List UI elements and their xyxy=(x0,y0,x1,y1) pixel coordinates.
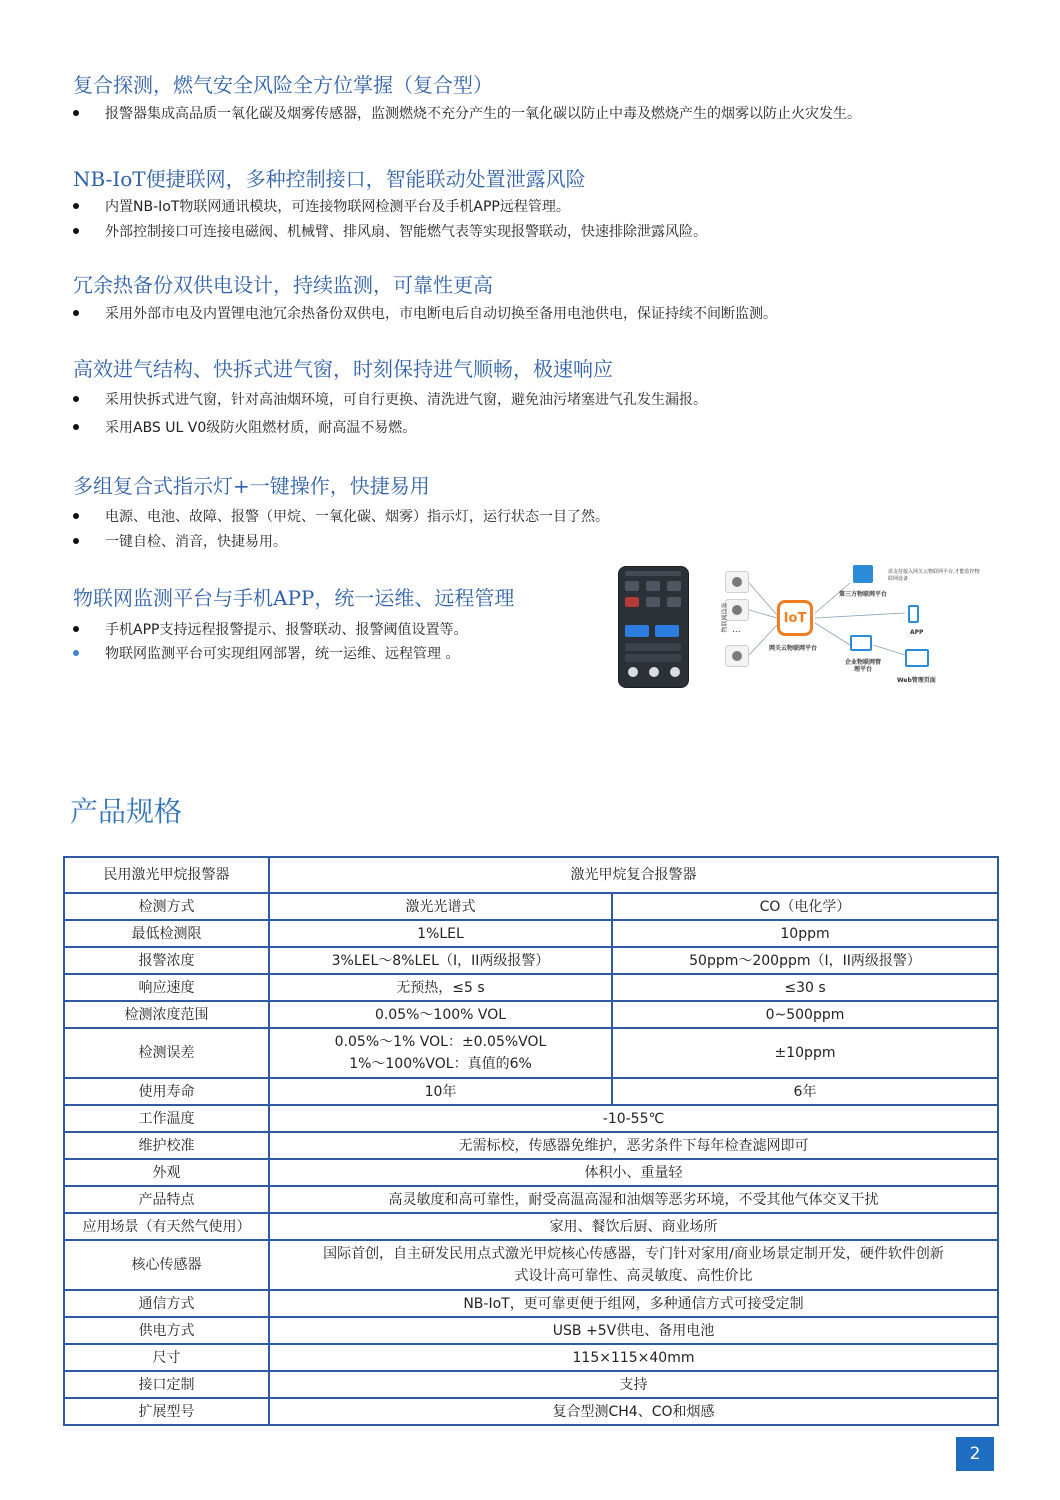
table-cell-value: 无预热，≤5 s xyxy=(269,974,612,1001)
phone-tile xyxy=(667,581,681,591)
table-row xyxy=(64,1105,998,1132)
table-cell-value: NB-IoT，更可靠更便于组网，多种通信方式可接受定制 xyxy=(269,1290,998,1317)
bullet-dot xyxy=(73,110,79,116)
table-cell-value: 6年 xyxy=(612,1078,998,1105)
section-title: 高效进气结构、快拆式进气窗，时刻保持进气顺畅，极速响应 xyxy=(73,357,613,381)
table-cell-label: 产品特点 xyxy=(64,1186,269,1213)
table-cell-label: 应用场景（有天然气使用） xyxy=(64,1213,269,1240)
table-cell-label: 供电方式 xyxy=(64,1317,269,1344)
third-party-label: 第三方物联网平台 xyxy=(839,591,888,598)
bullet-item: 采用ABS UL V0级防火阻燃材质，耐高温不易燃。 xyxy=(73,417,416,437)
table-row xyxy=(64,1371,998,1398)
table-row xyxy=(64,974,998,1001)
bullet-item: 物联网监测平台可实现组网部署，统一运维、远程管理 。 xyxy=(73,643,459,663)
section-title: NB-IoT便捷联网，多种控制接口，智能联动处置泄露风险 xyxy=(73,167,586,191)
table-row xyxy=(64,1240,998,1290)
mobile-icon xyxy=(908,605,919,623)
section-title: 复合探测，燃气安全风险全方位掌握（复合型） xyxy=(73,73,493,97)
table-row xyxy=(64,1398,998,1425)
page-number-badge: 2 xyxy=(956,1437,994,1471)
ellipsis: ... xyxy=(732,625,741,635)
phone-control-icon xyxy=(649,667,659,677)
table-cell-label: 扩展型号 xyxy=(64,1398,269,1425)
bullet-dot xyxy=(73,310,79,316)
bullet-item: 外部控制接口可连接电磁阀、机械臂、排风扇、智能燃气表等实现报警联动，快速排除泄露风险。 xyxy=(73,221,707,241)
table-row xyxy=(64,1344,998,1371)
bullet-item: 电源、电池、故障、报警（甲烷、一氧化碳、烟雾）指示灯，运行状态一目了然。 xyxy=(73,506,609,526)
gas-detector-device xyxy=(725,599,749,621)
table-cell-value: 国际首创，自主研发民用点式激光甲烷核心传感器，专门针对家用/商业场景定制开发，硬件软件创新 式设计高可靠性、高灵敏度、高性价比 xyxy=(269,1240,998,1290)
phone-tile xyxy=(625,581,639,591)
spec-title: 产品规格 xyxy=(70,795,183,828)
table-cell-value: ≤30 s xyxy=(612,974,998,1001)
server-icon xyxy=(853,565,873,583)
table-cell-value: CO（电化学） xyxy=(612,893,998,920)
table-cell-value: 3%LEL～8%LEL（I，II两级报警） xyxy=(269,947,612,974)
table-cell-value: 50ppm～200ppm（I，II两级报警） xyxy=(612,947,998,974)
phone-tile xyxy=(646,581,660,591)
table-row xyxy=(64,1028,998,1078)
enterprise-label: 企业物联网管理平台 xyxy=(844,659,881,673)
phone-control-icon xyxy=(670,667,680,677)
bullet-dot xyxy=(73,424,79,430)
table-cell-value: 激光甲烷复合报警器 xyxy=(269,857,998,893)
phone-tile xyxy=(667,597,681,607)
bullet-item: 报警器集成高品质一氧化碳及烟雾传感器，监测燃烧不充分产生的一氧化碳以防止中毒及燃烧产生的烟雾以防止火灾发生。 xyxy=(73,103,861,123)
table-cell-value: 0.05%～1% VOL：±0.05%VOL 1%～100%VOL：真值的6% xyxy=(269,1028,612,1078)
phone-app-screenshot xyxy=(618,566,689,688)
table-cell-label: 外观 xyxy=(64,1159,269,1186)
table-cell-label: 响应速度 xyxy=(64,974,269,1001)
table-cell-value: 10ppm xyxy=(612,920,998,947)
table-cell-value: 家用、餐饮后厨、商业场所 xyxy=(269,1213,998,1240)
table-cell-label: 民用激光甲烷报警器 xyxy=(64,857,269,893)
bullet-item: 采用外部市电及内置锂电池冗余热备份双供电，市电断电后自动切换至备用电池供电，保证持续不间断监测。 xyxy=(73,303,777,323)
bullet-dot xyxy=(73,538,79,544)
table-row xyxy=(64,1186,998,1213)
phone-control-icon xyxy=(628,667,638,677)
table-row xyxy=(64,920,998,947)
table-row xyxy=(64,1132,998,1159)
bullet-item: 内置NB-IoT物联网通讯模块，可连接物联网检测平台及手机APP远程管理。 xyxy=(73,196,570,216)
bullet-dot xyxy=(73,650,79,656)
table-cell-label: 通信方式 xyxy=(64,1290,269,1317)
table-cell-label: 最低检测限 xyxy=(64,920,269,947)
phone-tile-alert xyxy=(625,597,639,607)
table-header-row xyxy=(64,857,998,893)
table-row xyxy=(64,1290,998,1317)
table-cell-value: USB +5V供电、备用电池 xyxy=(269,1317,998,1344)
table-row xyxy=(64,1078,998,1105)
iot-logo-icon: IoT xyxy=(777,600,813,636)
bullet-item: 手机APP支持远程报警提示、报警联动、报警阈值设置等。 xyxy=(73,619,467,639)
table-cell-label: 核心传感器 xyxy=(64,1240,269,1290)
phone-bar xyxy=(625,643,681,651)
bullet-dot xyxy=(73,203,79,209)
gas-detector-device xyxy=(725,571,749,593)
table-cell-value: -10-55℃ xyxy=(269,1105,998,1132)
table-row xyxy=(64,1001,998,1028)
table-cell-value: 1%LEL xyxy=(269,920,612,947)
phone-tile xyxy=(646,597,660,607)
table-cell-value: 高灵敏度和高可靠性，耐受高温高湿和油烟等恶劣环境，不受其他气体交叉干扰 xyxy=(269,1186,998,1213)
web-label: Web管理页面 xyxy=(897,677,936,684)
phone-button xyxy=(655,625,679,637)
device-label: 物联网设备 xyxy=(721,602,729,633)
bullet-dot xyxy=(73,626,79,632)
table-cell-label: 检测误差 xyxy=(64,1028,269,1078)
table-row xyxy=(64,1159,998,1186)
table-cell-label: 接口定制 xyxy=(64,1371,269,1398)
table-row xyxy=(64,893,998,920)
monitor-icon xyxy=(905,649,929,667)
table-cell-value: 无需标校，传感器免维护，恶劣条件下每年检查滤网即可 xyxy=(269,1132,998,1159)
table-cell-value: 0~500ppm xyxy=(612,1001,998,1028)
bullet-dot xyxy=(73,228,79,234)
third-party-note: 需支持接入网关云物联网平台,才能监控物联网设备 xyxy=(888,569,980,582)
section-title: 多组复合式指示灯+一键操作，快捷易用 xyxy=(73,474,430,498)
section-title: 冗余热备份双供电设计，持续监测，可靠性更高 xyxy=(73,273,493,297)
table-cell-label: 维护校准 xyxy=(64,1132,269,1159)
bullet-dot xyxy=(73,513,79,519)
gas-detector-device xyxy=(725,645,749,667)
table-cell-label: 检测方式 xyxy=(64,893,269,920)
table-cell-value: 支持 xyxy=(269,1371,998,1398)
iot-network-diagram xyxy=(715,563,985,688)
bullet-item: 采用快拆式进气窗，针对高油烟环境，可自行更换、清洗进气窗，避免油污堵塞进气孔发生漏报。 xyxy=(73,389,707,409)
app-label: APP xyxy=(910,629,924,636)
phone-button xyxy=(625,625,649,637)
table-cell-label: 尺寸 xyxy=(64,1344,269,1371)
bullet-item: 一键自检、消音，快捷易用。 xyxy=(73,531,287,551)
table-cell-value: 体积小、重量轻 xyxy=(269,1159,998,1186)
section-title: 物联网监测平台与手机APP，统一运维、远程管理 xyxy=(73,586,515,610)
table-row xyxy=(64,1317,998,1344)
table-row xyxy=(64,1213,998,1240)
table-cell-label: 报警浓度 xyxy=(64,947,269,974)
bullet-dot xyxy=(73,396,79,402)
table-cell-value: 10年 xyxy=(269,1078,612,1105)
table-cell-value: ±10ppm xyxy=(612,1028,998,1078)
phone-status-bar xyxy=(625,571,681,576)
enterprise-platform-icon xyxy=(850,635,872,651)
table-cell-value: 复合型测CH4、CO和烟感 xyxy=(269,1398,998,1425)
table-cell-label: 使用寿命 xyxy=(64,1078,269,1105)
spec-table xyxy=(63,856,999,1426)
table-row xyxy=(64,947,998,974)
table-cell-label: 检测浓度范围 xyxy=(64,1001,269,1028)
table-cell-value: 激光光谱式 xyxy=(269,893,612,920)
table-cell-label: 工作温度 xyxy=(64,1105,269,1132)
platform-label: 网关云物联网平台 xyxy=(769,645,818,652)
table-cell-value: 115×115×40mm xyxy=(269,1344,998,1371)
phone-bar xyxy=(625,654,681,662)
table-cell-value: 0.05%～100% VOL xyxy=(269,1001,612,1028)
